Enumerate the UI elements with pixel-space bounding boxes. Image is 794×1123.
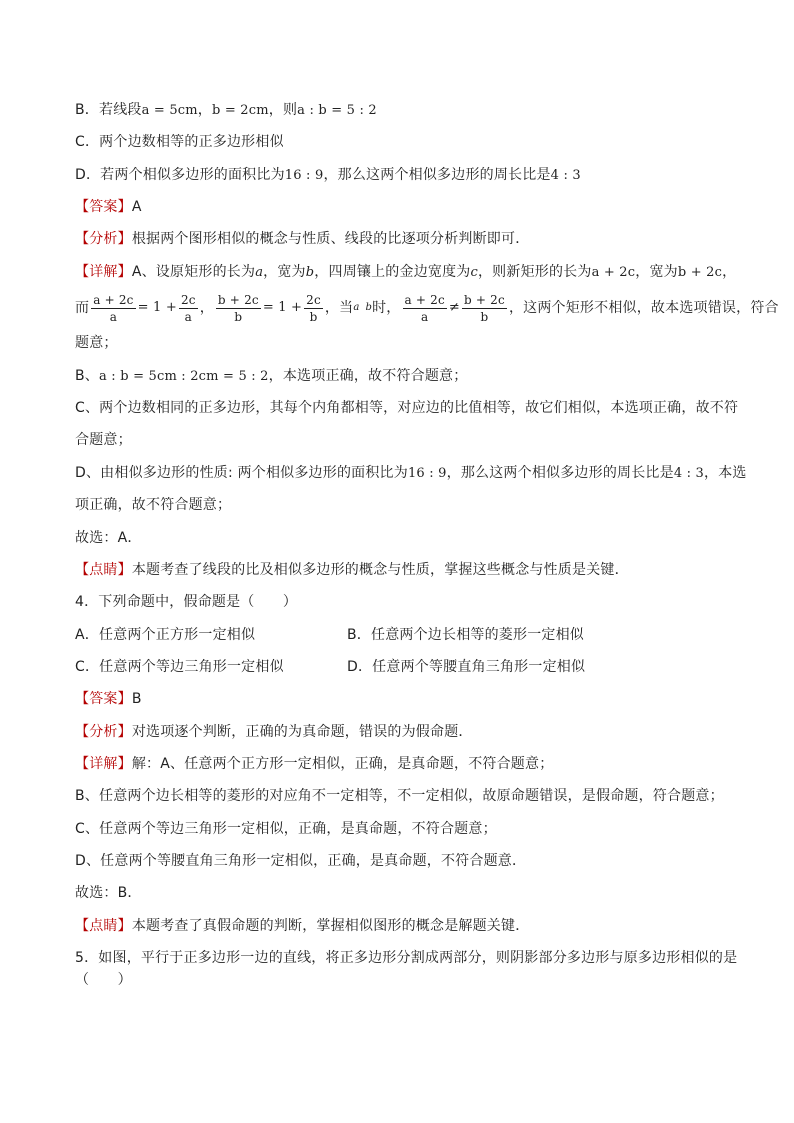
- q3-option-d: [75, 166, 725, 185]
- math-expr: ≠: [448, 300, 461, 315]
- q4-option-b: B．任意两个边长相等的菱形一定相似: [347, 627, 585, 643]
- numerator: a + 2c: [93, 292, 134, 307]
- denominator: a: [184, 309, 192, 324]
- math-expr: = 1 +: [262, 300, 303, 315]
- math-expr: 16 : 9: [284, 168, 324, 183]
- numerator: b + 2c: [464, 292, 505, 307]
- q3-analysis: [75, 230, 725, 248]
- detail-text: 时，: [372, 300, 401, 316]
- math-var: b: [305, 265, 315, 280]
- denominator: b: [234, 309, 243, 324]
- q3-choose: 故选：A．: [75, 530, 142, 546]
- option-text: ，则: [268, 102, 298, 118]
- detail-text: D、由相似多边形的性质: 两个相似多边形的面积比为: [75, 465, 408, 481]
- analysis-text: 根据两个图形相似的概念与性质、线段的比逐项分析判断即可．: [131, 231, 530, 247]
- numerator: 2c: [180, 292, 196, 307]
- q3-option-c: C．两个边数相等的正多边形相似: [75, 134, 284, 150]
- q4-comment: [75, 917, 725, 935]
- q3-comment: [75, 561, 725, 579]
- q4-option-c: C．任意两个等边三角形一定相似: [75, 659, 284, 675]
- math-expr: 4 : 3: [550, 168, 581, 183]
- q3-detail-line-2: [75, 290, 779, 326]
- q3-answer: [75, 198, 725, 216]
- answer-tag: 【答案】: [75, 199, 132, 215]
- detail-text: 解：A、任意两个正方形一定相似，正确，是真命题，不符合题意；: [131, 756, 554, 772]
- q4-detail-line-4: D、任意两个等腰直角三角形一定相似，正确，是真命题，不符合题意．: [75, 853, 527, 869]
- detail-text: ，宽为: [635, 264, 678, 280]
- detail-text: ，宽为: [263, 264, 306, 280]
- denominator: b: [309, 309, 318, 324]
- q3-detail-line-5: C、两个边数相同的正多边形，其每个内角都相等，对应边的比值相等，故它们相似，本选项正确，故不符: [75, 400, 739, 416]
- denominator: a: [109, 309, 118, 324]
- q4-option-d: D．任意两个等腰直角三角形一定相似: [347, 659, 586, 675]
- q4-analysis: [75, 723, 725, 741]
- math-expr: a = 5cm: [141, 103, 198, 118]
- detail-text: ，本选: [704, 465, 747, 481]
- q4-options-row-2: [75, 658, 725, 676]
- detail-text: ，那么这两个相似多边形的周长比是: [446, 465, 674, 481]
- analysis-tag: 【分析】: [75, 231, 132, 247]
- numerator: b + 2c: [217, 292, 259, 307]
- numerator: 2c: [306, 292, 321, 307]
- math-expr: = 1 +: [137, 300, 177, 315]
- punct: ，: [199, 300, 214, 316]
- fraction: [304, 292, 323, 325]
- option-text: D．若两个相似多边形的面积比为: [75, 167, 285, 183]
- analysis-tag: 【分析】: [75, 724, 132, 740]
- comment-text: 本题考查了线段的比及相似多边形的概念与性质，掌握这些概念与性质是关键．: [131, 562, 629, 578]
- q3-detail-line-4: [75, 367, 725, 386]
- q4-options-row-1: [75, 626, 725, 644]
- math-expr: a + 2c: [591, 265, 636, 280]
- q3-detail-line-8: 项正确，故不符合题意；: [75, 497, 232, 513]
- comment-text: 本题考查了真假命题的判断，掌握相似图形的概念是解题关键．: [131, 918, 530, 934]
- answer-tag: 【答案】: [75, 691, 132, 707]
- punct: ，: [197, 102, 212, 118]
- q4-choose: 故选：B．: [75, 885, 142, 901]
- fraction: [403, 292, 447, 325]
- math-expr: b + 2c: [677, 265, 723, 280]
- fraction: [216, 292, 261, 325]
- q5-stem-line-2: （ ）: [75, 972, 132, 988]
- detail-text: ，则新矩形的长为: [477, 264, 592, 280]
- denominator: b: [480, 309, 489, 324]
- q4-detail-line-3: C、任意两个等边三角形一定相似，正确，是真命题，不符合题意；: [75, 821, 497, 837]
- math-expr: b = 2cm: [212, 103, 269, 118]
- option-text: ，那么这两个相似多边形的周长比是: [323, 167, 551, 183]
- math-expr: a : b = 5 : 2: [297, 103, 377, 118]
- q5-stem-line-1: 5．如图，平行于正多边形一边的直线，将正多边形分割成两部分，则阴影部分多边形与原多边形相似的是: [75, 950, 738, 966]
- q3-detail-line-3: 题意；: [75, 335, 118, 351]
- detail-text: ，四周镶上的金边宽度为: [314, 264, 471, 280]
- math-var: c: [470, 265, 478, 280]
- q4-stem: 4．下列命题中，假命题是（ ）: [75, 594, 298, 610]
- detail-tag: 【详解】: [75, 756, 132, 772]
- math-expr: a : b = 5cm : 2cm = 5 : 2: [99, 369, 269, 384]
- q4-answer: [75, 690, 725, 708]
- fraction: [179, 292, 198, 325]
- math-var: a: [353, 302, 360, 313]
- fraction: [462, 292, 507, 325]
- q3-option-b: [75, 101, 725, 120]
- math-expr: 4 : 3: [673, 466, 705, 481]
- punct: ，: [722, 264, 737, 280]
- fraction: [91, 292, 135, 325]
- math-var: b: [365, 302, 373, 313]
- detail-text: B、: [75, 368, 100, 384]
- detail-text: ，这两个矩形不相似，故本选项错误，符合: [508, 300, 779, 316]
- q4-option-a: A．任意两个正方形一定相似: [75, 627, 256, 643]
- denominator: a: [421, 309, 429, 324]
- q3-detail-line-6: 合题意；: [75, 432, 132, 448]
- math-var: a: [255, 265, 264, 280]
- detail-tag: 【详解】: [75, 264, 132, 280]
- analysis-text: 对选项逐个判断，正确的为真命题，错误的为假命题．: [131, 724, 473, 740]
- comment-tag: 【点睛】: [75, 918, 132, 934]
- detail-text: ，本选项正确，故不符合题意；: [268, 368, 468, 384]
- option-text: B．若线段: [75, 102, 142, 118]
- math-expr: 16 : 9: [407, 466, 447, 481]
- detail-text: 而: [75, 300, 90, 316]
- answer-value: A: [131, 199, 142, 215]
- q3-detail-line-7: [75, 464, 747, 483]
- detail-text: A、设原矩形的长为: [131, 264, 256, 280]
- detail-text: ，当: [324, 300, 354, 316]
- q4-detail-line-1: [75, 755, 725, 773]
- comment-tag: 【点睛】: [75, 562, 132, 578]
- answer-value: B: [131, 691, 142, 707]
- q4-detail-line-2: B、任意两个边长相等的菱形的对应角不一定相等，不一定相似，故原命题错误，是假命题，符合题意；: [75, 788, 724, 804]
- q3-detail-line-1: [75, 263, 737, 282]
- numerator: a + 2c: [404, 292, 445, 307]
